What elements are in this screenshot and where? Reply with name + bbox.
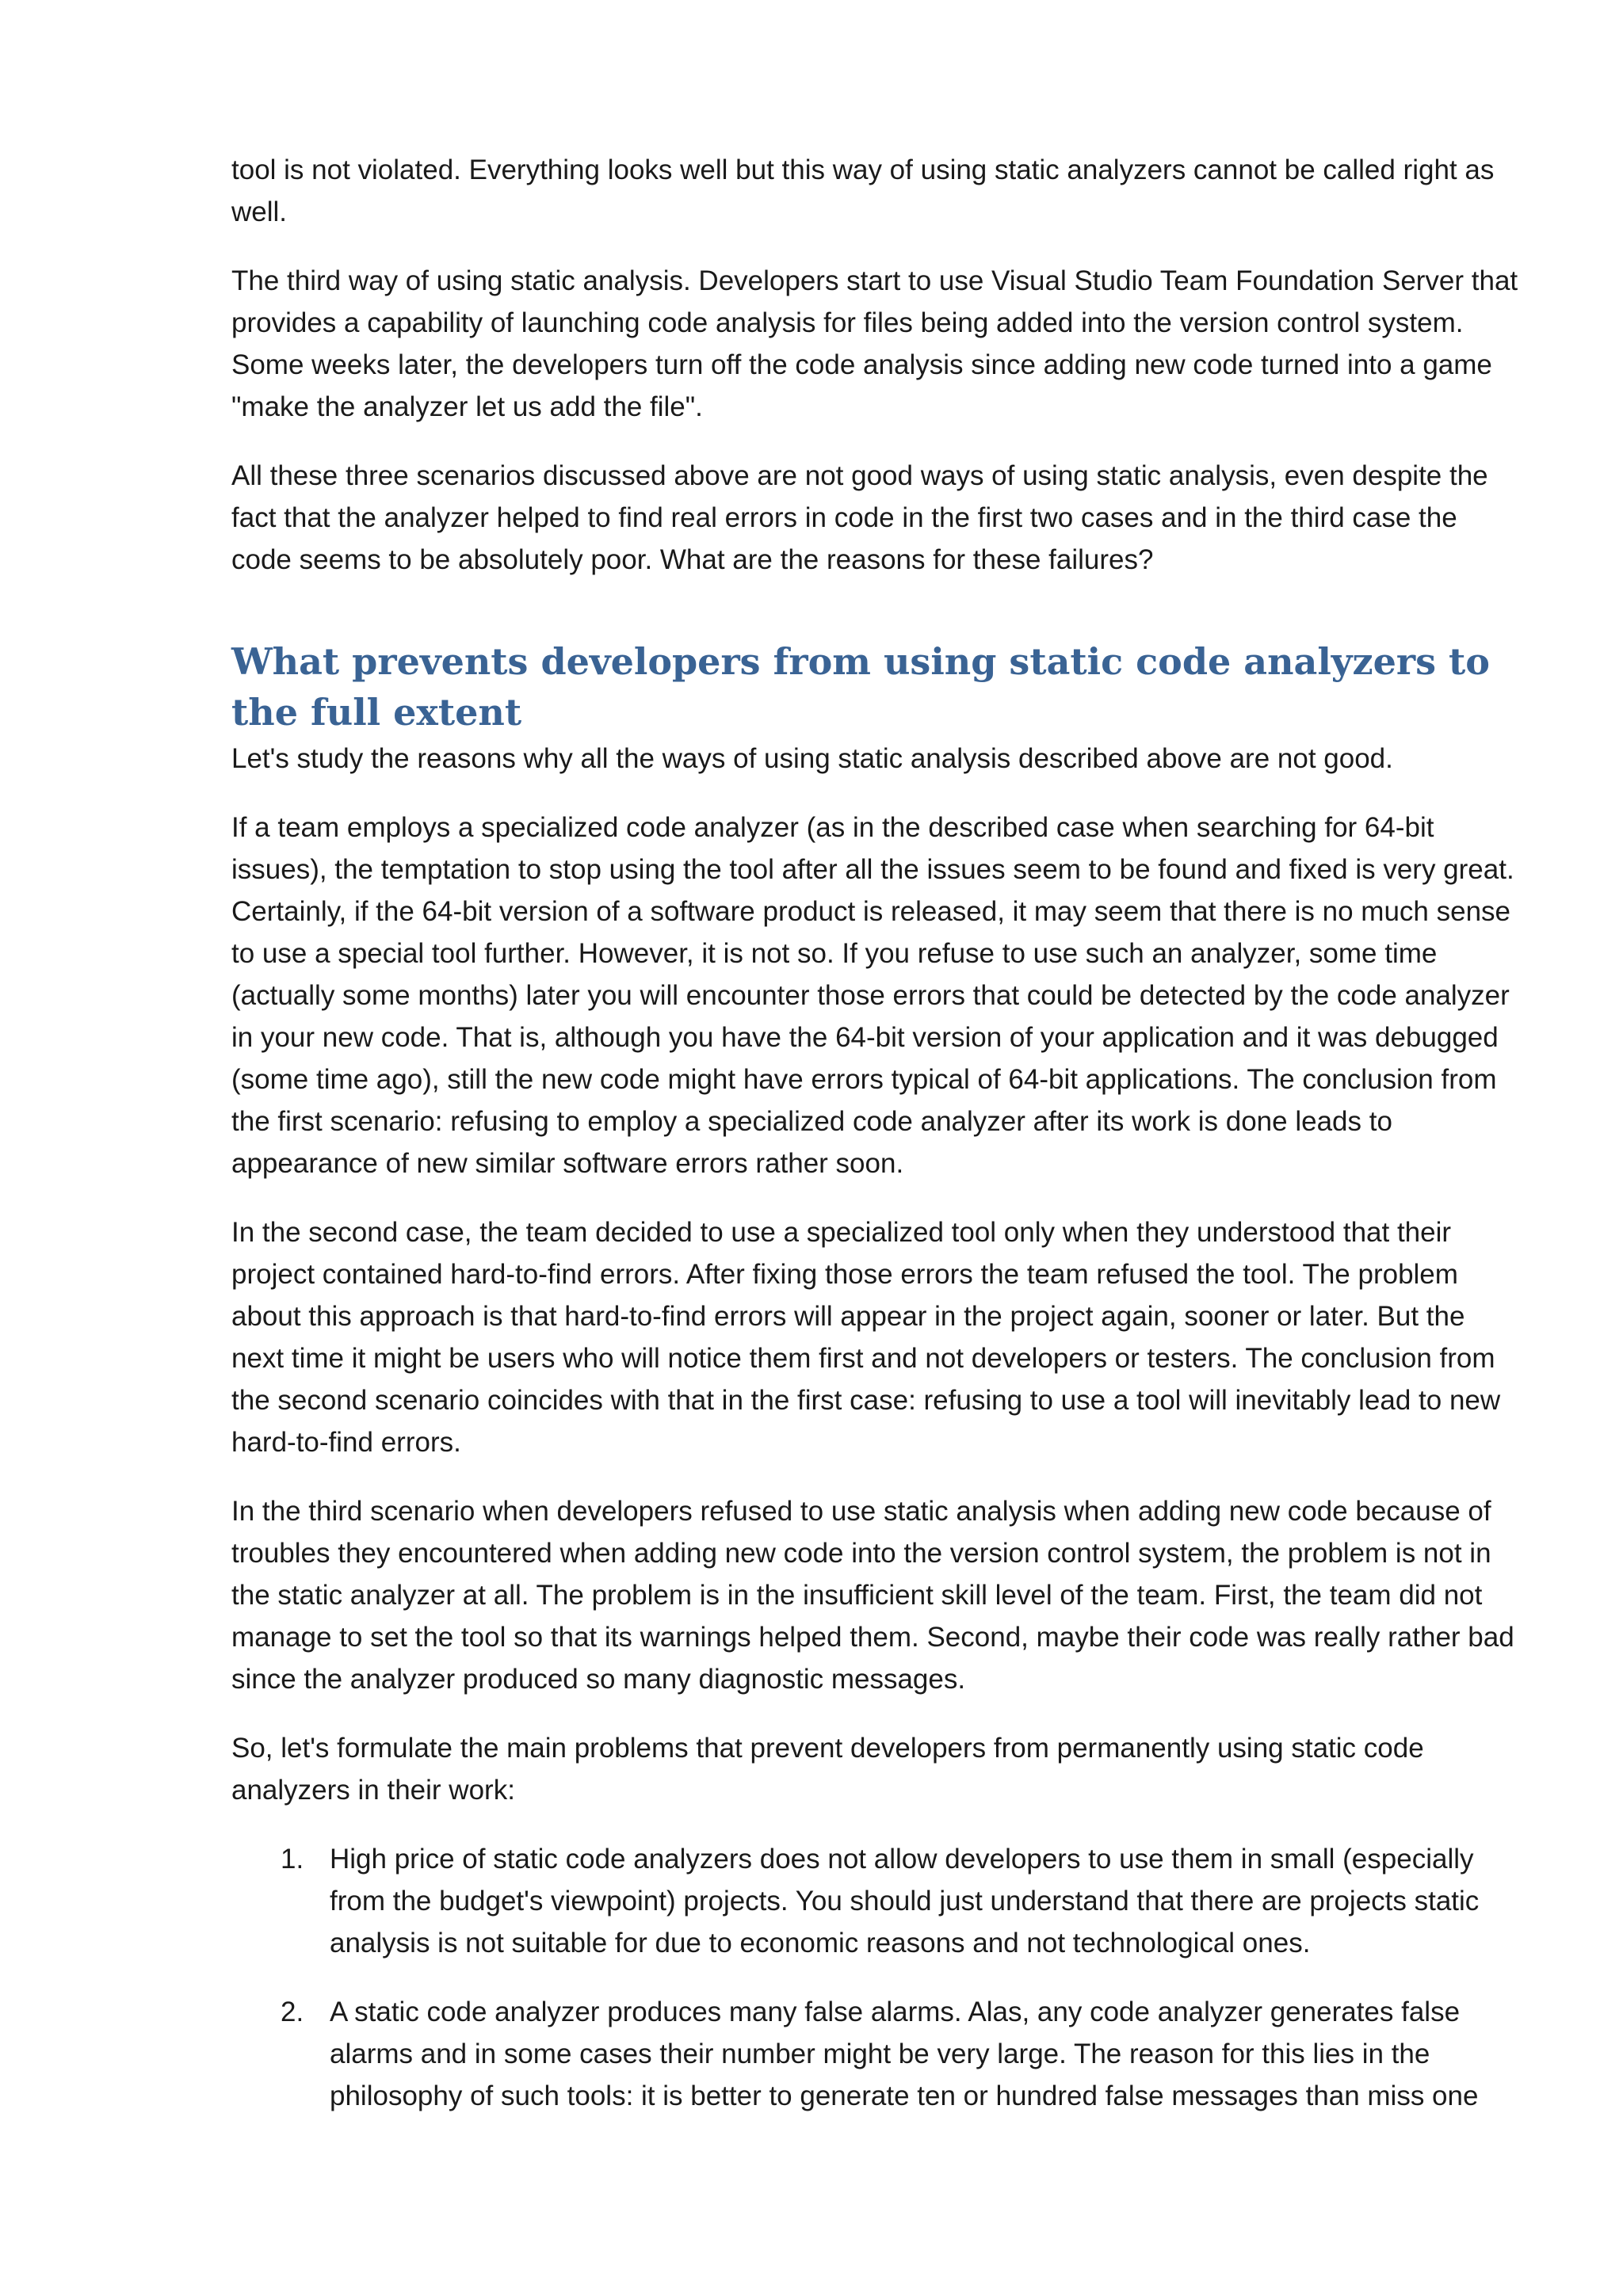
paragraph-third-scenario: In the third scenario when developers refused to use static analysis when adding new code because of troubles they encountered when adding new code into the version control system, the problem is not in the static analyzer at all. The problem is in the insufficient skill level of the team. First, the team did not manage to set the tool so that its warnings helped them. Second, maybe their code was really rather bad since the analyzer produced so many diagnostic messages. (231, 1496, 1514, 1695)
list-item-number: 2. (281, 1997, 304, 2027)
paragraph-first-scenario: If a team employs a specialized code analyzer (as in the described case when searching for 64-bit issues), the temptation to stop using the tool after all the issues seem to be found and fixed is very great. Certainly, if the 64-bit version of a software product is released, it may seem that there is no much sense to use a special tool further. However, it is not so. If you refuse to use such an analyzer, some time (actually some months) later you will encounter those errors that could be detected by the code analyzer in your new code. That is, although you have the 64-bit version of your application and it was debugged (some time ago), still the new code might have errors typical of 64-bit applications. The conclusion from the first scenario: refusing to employ a specialized code analyzer after its work is done leads to appearance of new similar software errors rather soon. (231, 812, 1514, 1179)
paragraph-third-way: The third way of using static analysis. Developers start to use Visual Studio Team Foundation Server that provides a capability of launching code analysis for files being added into the version control system. Some weeks later, the developers turn off the code analysis since adding new code turned into a game "make the analyzer let us add the file". (231, 265, 1518, 422)
list-item-text: High price of static code analyzers does not allow developers to use them in small (especially from the budget's viewpoint) projects. You should just understand that there are projects static analysis is not suitable for due to economic reasons and not technological ones. (330, 1844, 1480, 1958)
paragraph-scenarios-summary: All these three scenarios discussed above are not good ways of using static analysis, even despite the fact that the analyzer helped to find real errors in code in the first two cases and in the third case the code seems to be absolutely poor. What are the reasons for these failures? (231, 460, 1488, 575)
paragraph-second-scenario: In the second case, the team decided to use a specialized tool only when they understood that their project contained hard-to-find errors. After fixing those errors the team refused the tool. The problem about this approach is that hard-to-find errors will appear in the project again, sooner or later. But the next time it might be users who will notice them first and not developers or testers. The conclusion from the second scenario coincides with that in the first case: refusing to use a tool will inevitably lead to new hard-to-find errors. (231, 1217, 1501, 1458)
list-item-text: A static code analyzer produces many false alarms. Alas, any code analyzer generates false alarms and in some cases their number might be very large. The reason for this lies in the philosophy of such tools: it is better to generate ten or hundred false messages than miss one (330, 1997, 1479, 2111)
document-body (231, 149, 1518, 2144)
paragraph-main-problems-intro: So, let's formulate the main problems that prevent developers from permanently using static code analyzers in their work: (231, 1733, 1424, 1806)
paragraph-continuation: tool is not violated. Everything looks well but this way of using static analyzers cannot be called right as well. (231, 154, 1495, 227)
list-item (231, 1991, 1518, 2117)
paragraph-study-reasons: Let's study the reasons why all the ways of using static analysis described above are not good. (231, 743, 1393, 774)
section-heading: What prevents developers from using static code analyzers to the full extent (231, 640, 1490, 734)
list-item-number: 1. (281, 1844, 304, 1875)
problems-list (231, 1838, 1518, 2117)
list-item (231, 1838, 1518, 1964)
